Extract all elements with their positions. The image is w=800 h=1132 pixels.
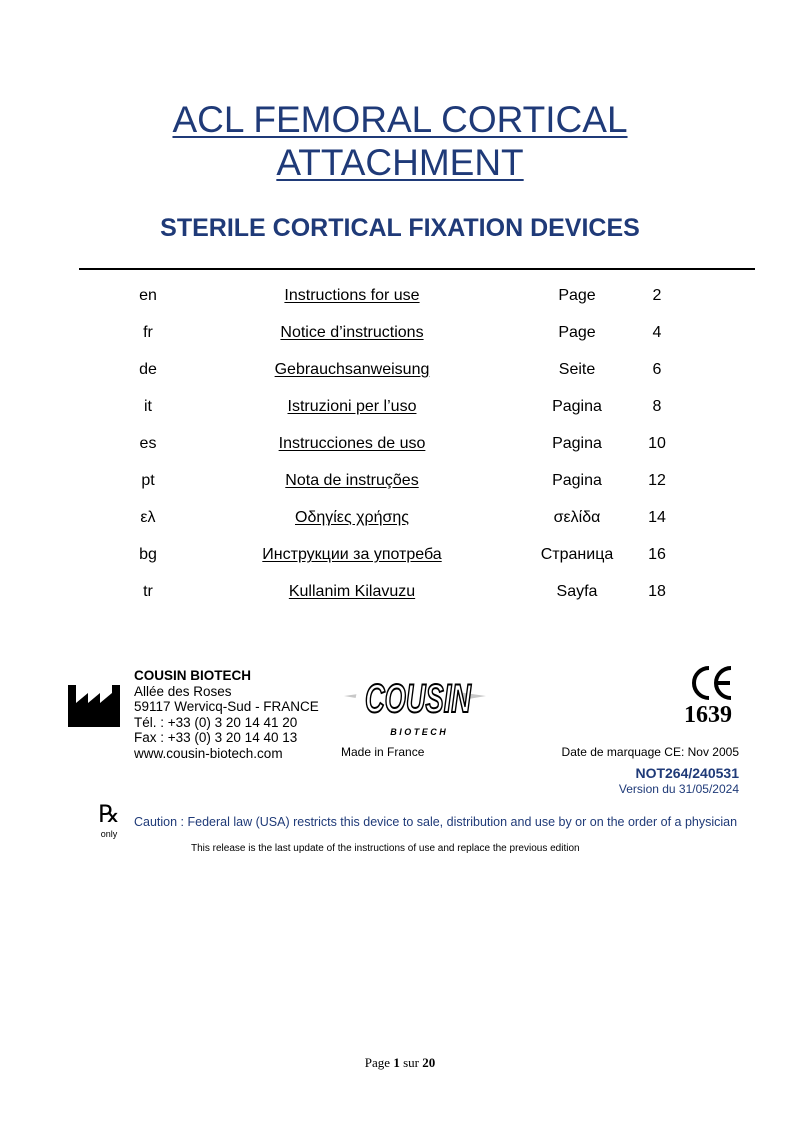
release-note: This release is the last update of the instructions of use and replace the previous edition [191, 843, 580, 854]
toc-page-word: σελίδα [553, 509, 601, 526]
toc-row [0, 546, 800, 568]
toc-page-number: 14 [648, 509, 666, 526]
toc-link[interactable]: Istruzioni per l’uso [287, 398, 417, 415]
toc-page-number: 12 [648, 472, 666, 489]
page-footer [0, 1055, 800, 1071]
document-title [0, 98, 800, 184]
toc-link[interactable]: Notice d’instructions [280, 324, 424, 341]
toc-page-number: 2 [652, 287, 662, 304]
phone-number: Tél. : +33 (0) 3 20 14 41 20 [134, 714, 298, 730]
title-line-2: ATTACHMENT [276, 142, 524, 183]
footer-page-current: 1 [393, 1055, 400, 1070]
document-reference: NOT264/240531 [635, 765, 739, 781]
toc-link[interactable]: Nota de instruções [285, 472, 419, 489]
ce-mark-icon [682, 665, 742, 706]
toc-page-word: Страница [540, 546, 614, 563]
title-line-1: ACL FEMORAL CORTICAL [172, 99, 628, 140]
toc-row [0, 361, 800, 383]
cousin-biotech-logo [340, 668, 490, 745]
toc-row [0, 324, 800, 346]
document-version: Version du 31/05/2024 [618, 782, 739, 796]
toc-lang: bg [139, 546, 157, 563]
toc-page-number: 4 [652, 324, 662, 341]
fax-number: Fax : +33 (0) 3 20 14 40 13 [134, 730, 298, 745]
toc-row [0, 583, 800, 605]
rx-only-label: only [100, 829, 118, 839]
caution-statement: Caution : Federal law (USA) restricts this device to sale, distribution and use by or on the order of a physician [134, 815, 738, 829]
toc-row [0, 287, 800, 309]
manufacturer-name: COUSIN BIOTECH [134, 668, 252, 683]
divider [79, 268, 755, 270]
toc-lang: pt [141, 472, 155, 489]
address-street: Allée des Roses [134, 683, 232, 699]
toc-lang: ελ [140, 509, 156, 526]
ce-number: 1639 [684, 702, 732, 728]
toc-page-number: 8 [652, 398, 662, 415]
toc-lang: fr [143, 324, 153, 341]
manufacturer-address [134, 668, 319, 761]
toc-lang: it [144, 398, 152, 415]
toc-link[interactable]: Οδηγίες χρήσης [295, 509, 409, 526]
toc-lang: de [139, 361, 157, 378]
toc-page-number: 10 [648, 435, 666, 452]
toc-page-word: Seite [558, 361, 596, 378]
toc-lang: en [139, 287, 157, 304]
footer-page-total: 20 [422, 1055, 436, 1070]
made-in-label: Made in France [341, 745, 425, 759]
toc-row [0, 398, 800, 420]
toc-page-word: Sayfa [556, 583, 598, 600]
toc-link[interactable]: Instructions for use [284, 287, 420, 304]
toc-row [0, 509, 800, 531]
toc-page-word: Pagina [552, 472, 602, 489]
toc-lang: es [139, 435, 157, 452]
toc-lang: tr [143, 583, 153, 600]
toc-link[interactable]: Инструкции за употреба [262, 546, 442, 563]
address-city: 59117 Wervicq-Sud - FRANCE [134, 699, 319, 714]
logo-sub: B I O T E C H [390, 727, 446, 737]
toc-page-number: 6 [652, 361, 662, 378]
toc-page-word: Page [558, 287, 596, 304]
toc-page-number: 18 [648, 583, 666, 600]
ce-date: Date de marquage CE: Nov 2005 [561, 745, 739, 759]
website-link[interactable]: www.cousin-biotech.com [134, 745, 283, 761]
toc-page-word: Page [558, 324, 596, 341]
toc-page-word: Pagina [552, 435, 602, 452]
footer-page-sep: sur [403, 1055, 419, 1070]
toc-row [0, 472, 800, 494]
toc-page-number: 16 [648, 546, 666, 563]
toc-page-word: Pagina [552, 398, 602, 415]
toc-link[interactable]: Instrucciones de uso [278, 435, 426, 452]
factory-icon [68, 683, 124, 732]
rx-symbol: ℞ [98, 802, 120, 828]
footer-page-prefix: Page [364, 1055, 391, 1070]
toc-row [0, 435, 800, 457]
toc-link[interactable]: Kullanim Kilavuzu [288, 583, 416, 600]
rx-only-icon [95, 803, 123, 839]
logo-word: COUSIN [365, 677, 472, 721]
toc-link[interactable]: Gebrauchsanweisung [274, 361, 430, 378]
document-subtitle: STERILE CORTICAL FIXATION DEVICES [160, 214, 640, 242]
